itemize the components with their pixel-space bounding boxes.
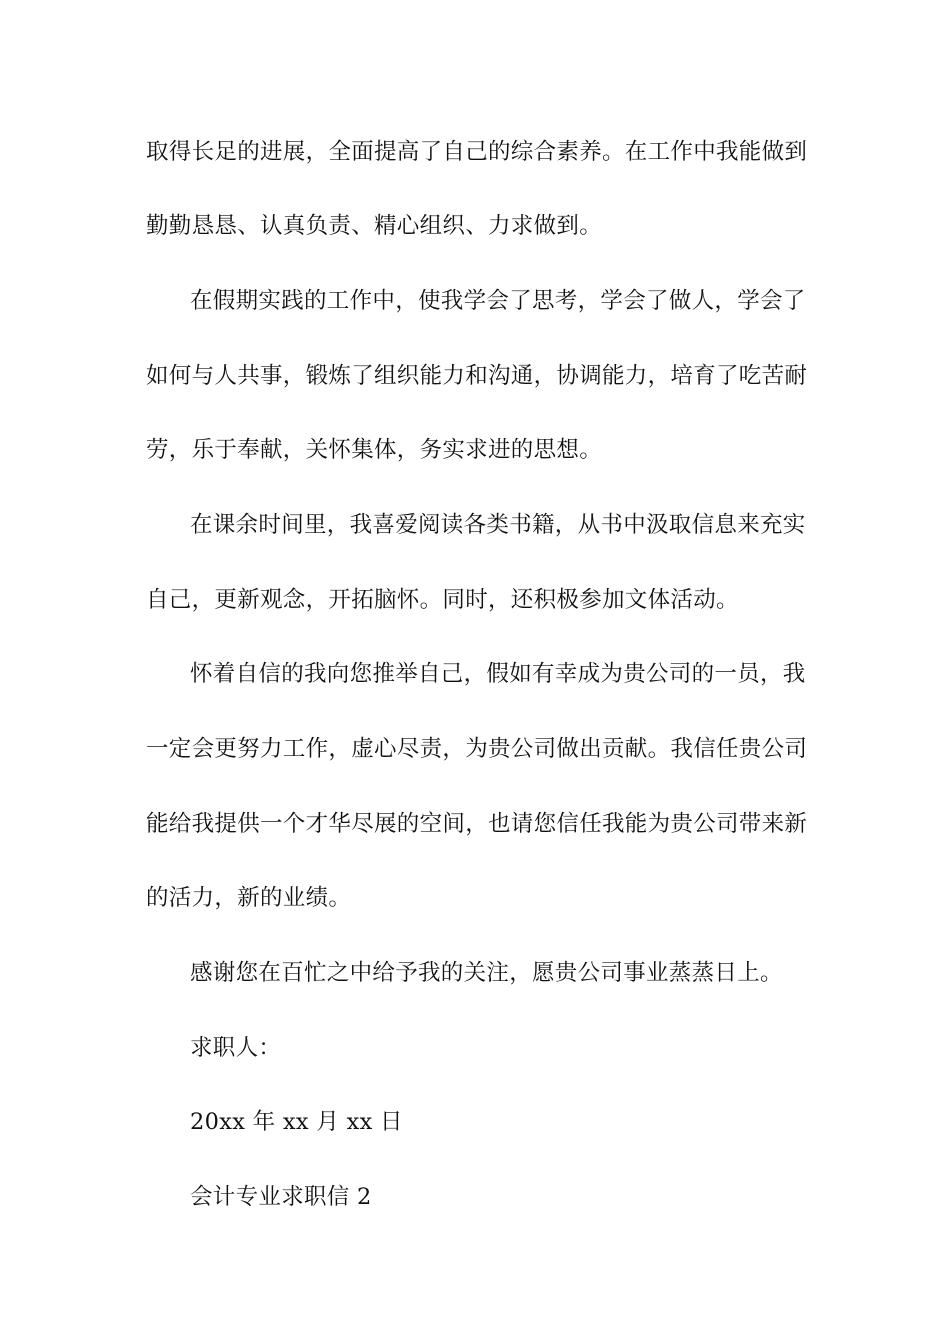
text-line-9: 一定会更努力工作，虚心尽责，为贵公司做出贡献。我信任贵公司 (146, 736, 808, 762)
date-line: 20xx 年 xx 月 xx 日 (190, 1109, 403, 1135)
text-line-10: 能给我提供一个才华尽展的空间，也请您信任我能为贵公司带来新 (146, 811, 808, 837)
text-line-8: 怀着自信的我向您推举自己，假如有幸成为贵公司的一员，我 (190, 661, 806, 687)
text-line-5: 劳，乐于奉献，关怀集体，务实求进的思想。 (146, 437, 603, 463)
text-line-3: 在假期实践的工作中，使我学会了思考，学会了做人，学会了 (190, 288, 806, 314)
text-line-2: 勤勤恳恳、认真负责、精心组织、力求做到。 (146, 213, 603, 239)
text-line-12: 感谢您在百忙之中给予我的关注，愿贵公司事业蒸蒸日上。 (190, 960, 783, 986)
text-line-7: 自己，更新观念，开拓脑怀。同时，还积极参加文体活动。 (146, 587, 739, 613)
text-line-1: 取得长足的进展，全面提高了自己的综合素养。在工作中我能做到 (146, 139, 808, 165)
text-line-4: 如何与人共事，锻炼了组织能力和沟通，协调能力，培育了吃苦耐 (146, 363, 808, 389)
text-line-11: 的活力，新的业绩。 (146, 885, 352, 911)
text-line-6: 在课余时间里，我喜爱阅读各类书籍，从书中汲取信息来充实 (190, 512, 806, 538)
next-section-title: 会计专业求职信 2 (190, 1184, 372, 1210)
signature-label: 求职人： (190, 1035, 282, 1061)
